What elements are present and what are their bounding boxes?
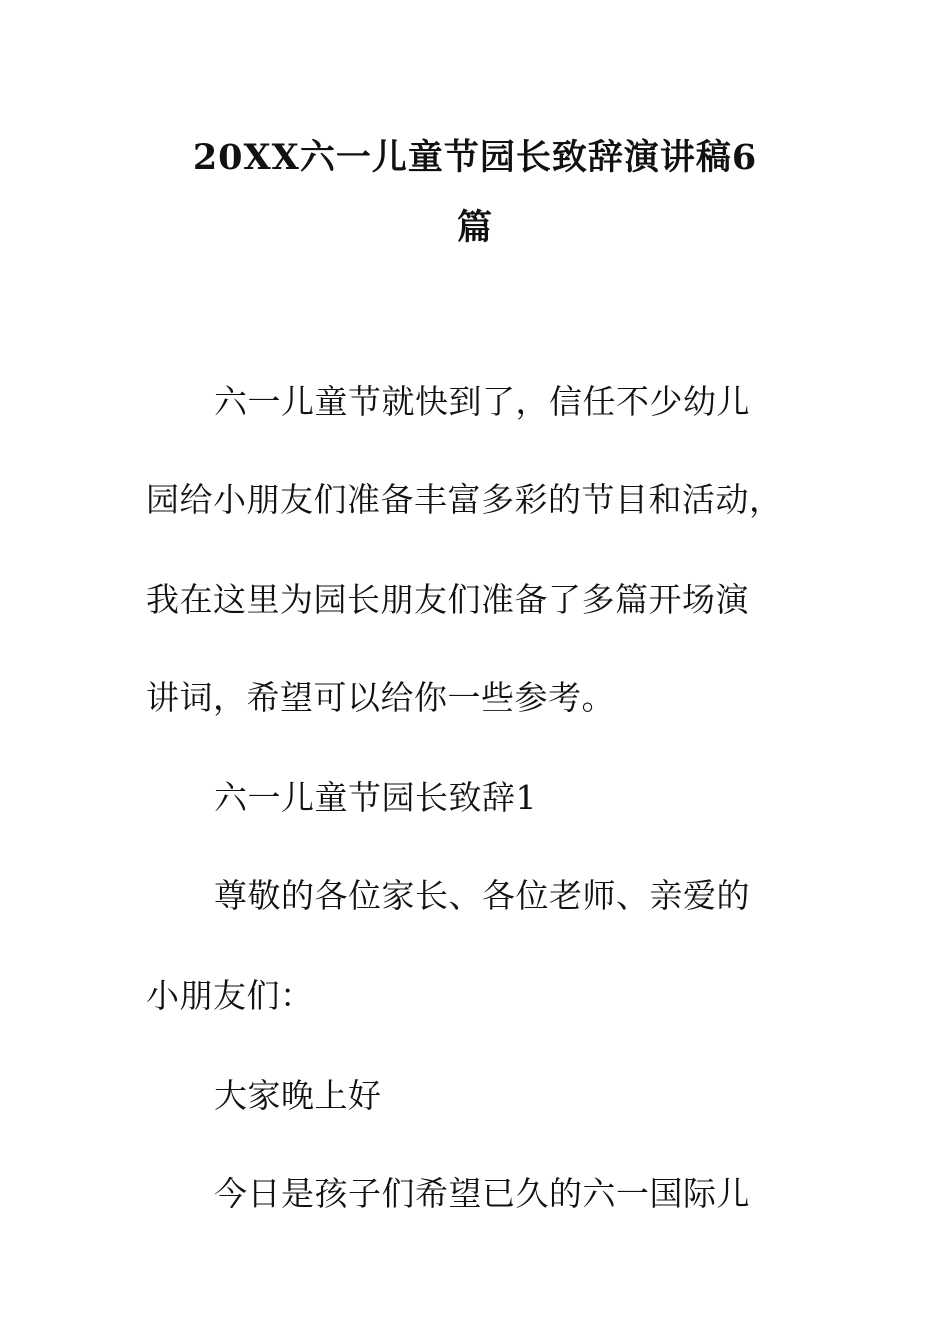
body-paragraph-line-1: 今日是孩子们希望已久的六一国际儿: [214, 1174, 750, 1213]
intro-paragraph-line-2: 园给小朋友们准备丰富多彩的节目和活动，: [146, 480, 783, 519]
intro-paragraph-line-4: 讲词，希望可以给你一些参考。: [146, 678, 615, 717]
document-title-line-2: 篇: [456, 207, 493, 248]
intro-paragraph-line-1: 六一儿童节就快到了，信任不少幼儿: [214, 382, 750, 421]
greeting-line: 大家晚上好: [214, 1076, 382, 1115]
document-title-line-1: 20XX六一儿童节园长致辞演讲稿6: [192, 137, 758, 178]
salutation-line-1: 尊敬的各位家长、各位老师、亲爱的: [214, 876, 750, 915]
intro-paragraph-line-3: 我在这里为园长朋友们准备了多篇开场演: [146, 580, 749, 619]
section-heading: 六一儿童节园长致辞1: [214, 778, 537, 817]
salutation-line-2: 小朋友们：: [146, 976, 314, 1015]
